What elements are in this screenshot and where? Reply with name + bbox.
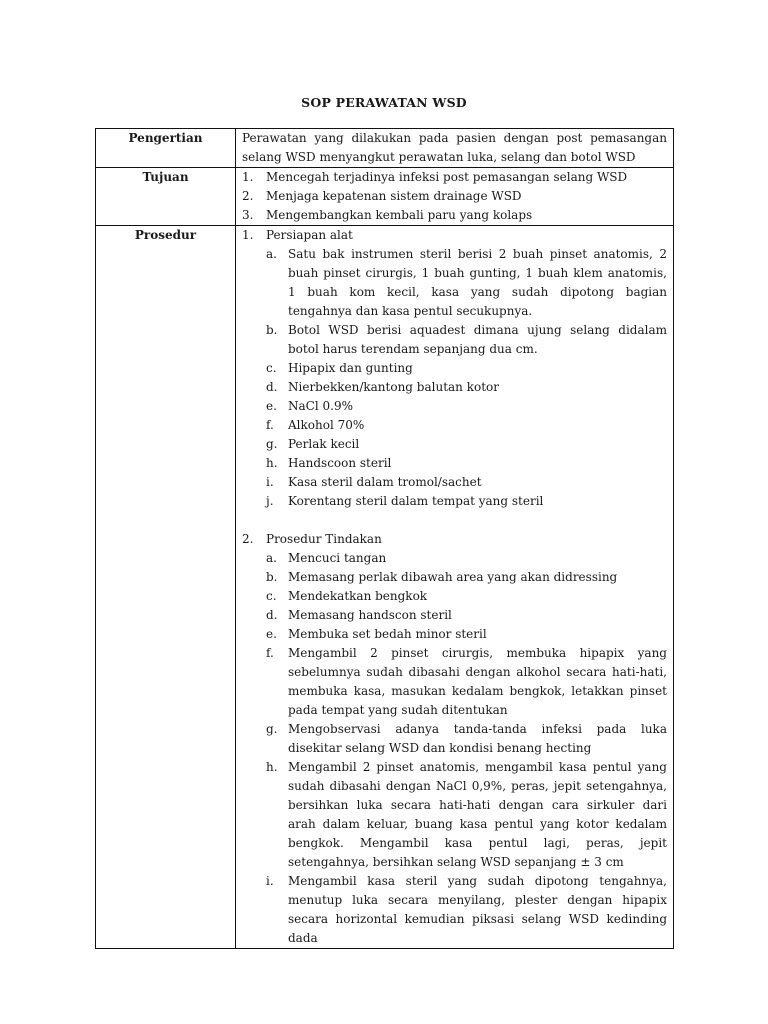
cell-tujuan xyxy=(236,168,674,226)
text-pengertian: Perawatan yang dilakukan pada pasien dengan post pemasangan selang WSD menyangkut perawatan luka, selang dan botol WSD xyxy=(236,129,674,168)
item-text: Korentang steril dalam tempat yang steril xyxy=(288,494,544,508)
item-letter: i. xyxy=(266,874,274,888)
prosedur-list xyxy=(242,226,667,948)
item-text: Mencuci tangan xyxy=(288,551,387,565)
list-item xyxy=(266,435,667,454)
section-number: 2. xyxy=(242,532,254,546)
item-text: Hipapix dan gunting xyxy=(288,361,413,375)
item-text: Mengambil 2 pinset anatomis, mengambil kasa pentul yang sudah dibasahi dengan NaCl 0,9%, peras, jepit setengahnya, bersihkan luka secara hati-hati dengan cara sirkuler dari arah dalam keluar, buang kasa pentul yang kotor kedalam bengkok. Mengambil kasa pentul lagi, peras, jepit setengahnya, bersihkan selang WSD sepanjang ± 3 cm xyxy=(288,760,667,869)
section-title: Persiapan alat xyxy=(266,228,353,242)
list-item xyxy=(266,625,667,644)
section-title: Prosedur Tindakan xyxy=(266,532,382,546)
section-prosedur-tindakan xyxy=(242,530,667,948)
item-letter: b. xyxy=(266,570,278,584)
item-number: 3. xyxy=(242,208,254,222)
item-text: Botol WSD berisi aquadest dimana ujung selang didalam botol harus terendam sepanjang dua cm. xyxy=(288,323,667,356)
item-text: NaCl 0.9% xyxy=(288,399,353,413)
list-item xyxy=(266,397,667,416)
item-text: Memasang handscon steril xyxy=(288,608,452,622)
list-item xyxy=(266,321,667,359)
list-item xyxy=(242,187,667,206)
list-item xyxy=(266,359,667,378)
item-text: Mengambil kasa steril yang sudah dipotong tengahnya, menutup luka secara menyilang, plester dengan hipapix secara horizontal kemudian piksasi selang WSD kedinding dada xyxy=(288,874,667,945)
list-item xyxy=(266,587,667,606)
row-tujuan xyxy=(96,168,674,226)
cell-prosedur xyxy=(236,226,674,949)
item-text: Membuka set bedah minor steril xyxy=(288,627,487,641)
list-item xyxy=(242,206,667,225)
list-item xyxy=(266,568,667,587)
row-pengertian xyxy=(96,129,674,168)
item-letter: b. xyxy=(266,323,278,337)
item-number: 2. xyxy=(242,189,254,203)
item-letter: f. xyxy=(266,418,274,432)
item-text: Perlak kecil xyxy=(288,437,360,451)
label-prosedur: Prosedur xyxy=(96,226,236,949)
item-letter: c. xyxy=(266,361,277,375)
list-item xyxy=(266,245,667,321)
section-number: 1. xyxy=(242,228,254,242)
item-text: Mendekatkan bengkok xyxy=(288,589,428,603)
label-tujuan: Tujuan xyxy=(96,168,236,226)
list-item xyxy=(266,644,667,720)
tujuan-list xyxy=(242,168,667,225)
list-item xyxy=(266,473,667,492)
list-item xyxy=(242,168,667,187)
list-item xyxy=(266,549,667,568)
prosedur-tindakan-list xyxy=(266,549,667,948)
item-letter: g. xyxy=(266,437,278,451)
item-text: Mengobservasi adanya tanda-tanda infeksi pada luka disekitar selang WSD dan kondisi benang hecting xyxy=(288,722,667,755)
item-text: Handscoon steril xyxy=(288,456,392,470)
item-letter: j. xyxy=(266,494,274,508)
item-letter: c. xyxy=(266,589,277,603)
list-item xyxy=(266,378,667,397)
item-letter: e. xyxy=(266,627,277,641)
section-persiapan-alat xyxy=(242,226,667,530)
item-number: 1. xyxy=(242,170,254,184)
item-text: Menjaga kepatenan sistem drainage WSD xyxy=(266,189,522,203)
item-text: Memasang perlak dibawah area yang akan didressing xyxy=(288,570,618,584)
item-text: Alkohol 70% xyxy=(288,418,365,432)
item-text: Kasa steril dalam tromol/sachet xyxy=(288,475,482,489)
item-text: Nierbekken/kantong balutan kotor xyxy=(288,380,500,394)
row-prosedur xyxy=(96,226,674,949)
item-letter: h. xyxy=(266,456,278,470)
item-text: Mengambil 2 pinset cirurgis, membuka hipapix yang sebelumnya sudah dibasahi dengan alkohol secara hati-hati, membuka kasa, masukan kedalam bengkok, letakkan pinset pada tempat yang sudah ditentukan xyxy=(288,646,667,717)
item-letter: g. xyxy=(266,722,278,736)
item-letter: i. xyxy=(266,475,274,489)
list-item xyxy=(266,454,667,473)
list-item xyxy=(266,872,667,948)
persiapan-alat-list xyxy=(266,245,667,511)
list-item xyxy=(266,606,667,625)
list-item xyxy=(266,758,667,872)
item-text: Satu bak instrumen steril berisi 2 buah pinset anatomis, 2 buah pinset cirurgis, 1 buah gunting, 1 buah klem anatomis, 1 buah kom kecil, kasa yang sudah dipotong bagian tengahnya dan kasa pentul secukupnya. xyxy=(288,247,667,318)
list-item xyxy=(266,416,667,435)
item-letter: h. xyxy=(266,760,278,774)
item-letter: d. xyxy=(266,380,278,394)
item-letter: a. xyxy=(266,247,277,261)
item-letter: f. xyxy=(266,646,274,660)
item-letter: d. xyxy=(266,608,278,622)
item-letter: e. xyxy=(266,399,277,413)
item-text: Mencegah terjadinya infeksi post pemasangan selang WSD xyxy=(266,170,628,184)
item-letter: a. xyxy=(266,551,277,565)
section-spacer xyxy=(266,511,667,530)
item-text: Mengembangkan kembali paru yang kolaps xyxy=(266,208,533,222)
label-pengertian: Pengertian xyxy=(96,129,236,168)
list-item xyxy=(266,492,667,511)
sop-table xyxy=(95,128,674,949)
list-item xyxy=(266,720,667,758)
document-title: SOP PERAWATAN WSD xyxy=(301,95,467,110)
